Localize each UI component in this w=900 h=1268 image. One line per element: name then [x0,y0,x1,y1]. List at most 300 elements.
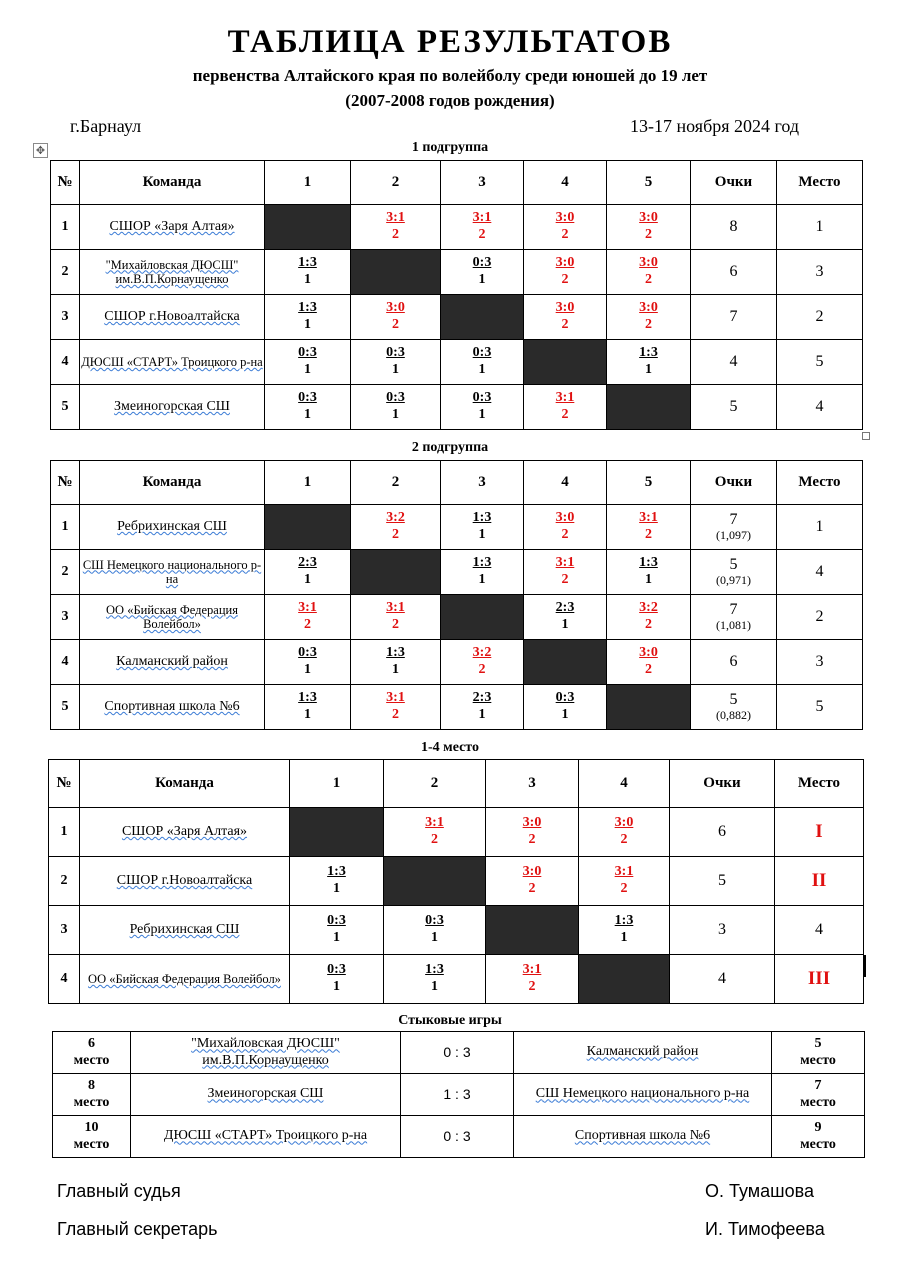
set-score: 0:3 [386,345,405,361]
team-name-text: Ребрихинская СШ [117,518,227,534]
team-name-text: Калманский район [116,653,228,669]
place-value: 5 [815,352,824,370]
place-cell [775,906,864,955]
right-place-number: 5 [814,1036,822,1052]
match-result [441,550,524,595]
points-cell [691,250,777,295]
match-points: 2 [391,527,399,542]
playoff-score: 0 : 3 [401,1032,514,1074]
match-points: 2 [644,272,652,287]
right-place-number: 7 [814,1078,822,1094]
points-cell [691,385,777,430]
match-score [639,210,658,244]
set-score: 0:3 [555,690,575,706]
right-team [514,1116,772,1158]
team-name-text: СШОР г.Новоалтайска [104,308,240,324]
points-value: 4 [729,352,738,370]
match-score [615,913,634,947]
match-score [298,345,317,379]
team-name-text: СШ Немецкого национального р-на [82,557,262,586]
match-score [298,300,317,334]
match-score [556,555,575,589]
match-points: 1 [303,272,311,287]
playoff-row [53,1116,865,1158]
match-result [290,955,384,1004]
col-header: 1 [265,161,351,205]
playoff-row [53,1032,865,1074]
match-points: 2 [620,832,628,847]
text-cursor [864,955,866,977]
match-result [441,685,524,730]
set-score: 3:0 [522,864,542,880]
match-result [524,385,607,430]
match-points: 2 [561,527,569,542]
playoffs-table [52,1031,865,1158]
team-name-text: ДЮСШ «СТАРТ» Троицкого р-на [81,354,263,369]
place-cell [777,340,863,385]
match-points: 2 [561,272,569,287]
set-score: 1:3 [639,555,658,571]
row-number: 2 [51,550,80,595]
points-cell [670,857,775,906]
match-points: 1 [478,362,486,377]
left-place-number: 10 [84,1120,99,1136]
match-points: 1 [303,407,311,422]
match-score [473,690,492,724]
self-cell [265,205,351,250]
place-value: III [807,968,831,990]
right-team-text: СШ Немецкого национального р-на [535,1086,750,1102]
points-cell [691,205,777,250]
match-result [384,808,486,857]
col-header: 2 [351,461,441,505]
match-points: 1 [478,572,486,587]
col-points-header: Очки [691,461,777,505]
col-header: 5 [607,161,691,205]
self-cell [265,505,351,550]
match-score [473,510,492,544]
match-score [639,510,658,544]
match-points: 2 [391,707,399,722]
match-points: 1 [332,930,340,945]
team-name [80,906,290,955]
set-score: 0:3 [472,390,492,406]
match-score [556,255,575,289]
match-score [473,210,492,244]
group1-table [50,160,863,430]
table-row [51,385,863,430]
place-value: 2 [815,607,824,625]
match-score [523,815,542,849]
match-result [351,340,441,385]
table-row [49,808,864,857]
team-name [80,550,265,595]
set-score: 1:3 [298,255,317,271]
col-header: 2 [351,161,441,205]
set-score: 3:0 [639,255,658,271]
match-score [556,390,575,424]
col-num-header: № [51,161,80,205]
place-cell [777,250,863,295]
group2-title: 2 подгруппа [411,440,489,455]
match-result [265,340,351,385]
match-points: 2 [644,527,652,542]
set-score: 3:2 [472,645,492,661]
match-points: 1 [478,407,486,422]
place-value: 3 [815,262,824,280]
secretary-label: Главный секретарь [57,1219,218,1239]
col-points-header: Очки [670,760,775,808]
match-result [607,640,691,685]
playoff-score: 1 : 3 [401,1074,514,1116]
points-cell [670,808,775,857]
table-row [51,205,863,250]
self-cell [607,385,691,430]
match-result [607,340,691,385]
match-result [579,906,670,955]
row-number: 3 [51,595,80,640]
team-name [80,857,290,906]
match-score [386,210,405,244]
final-table [48,759,864,1004]
set-score: 1:3 [298,300,317,316]
match-score [473,555,492,589]
match-result [524,550,607,595]
left-place [53,1074,131,1116]
match-result [524,205,607,250]
match-score [639,600,658,634]
set-score: 1:3 [472,555,492,571]
place-value: 4 [815,920,823,938]
right-place [772,1116,865,1158]
match-score [298,690,317,724]
table-row [51,250,863,295]
points-value: 6 [718,822,726,840]
header-row [51,461,863,505]
left-place [53,1116,131,1158]
match-result [351,505,441,550]
match-points: 1 [561,617,569,632]
points-value: 6 [729,262,738,280]
points-cell [691,340,777,385]
match-points: 2 [644,662,652,677]
set-score: 3:1 [298,600,317,616]
match-score [556,300,575,334]
match-points: 2 [644,617,652,632]
points-cell [691,295,777,340]
table-row [51,640,863,685]
match-score [615,864,634,898]
match-score [298,390,317,424]
points-value: 7 [729,600,738,618]
match-points: 1 [478,527,486,542]
city: г.Барнаул [70,116,142,136]
col-header: 4 [524,461,607,505]
self-cell [351,250,441,295]
match-score [386,300,405,334]
match-result [441,505,524,550]
col-num-header: № [51,461,80,505]
match-points: 2 [561,227,569,242]
match-result [486,857,579,906]
set-score: 0:3 [327,962,346,978]
set-score: 1:3 [472,510,492,526]
match-points: 2 [528,979,536,994]
team-name [80,640,265,685]
col-header: 4 [579,760,670,808]
match-score [473,255,492,289]
team-name-text: СШОР г.Новоалтайска [116,872,253,888]
team-name-text: СШОР «Заря Алтая» [121,823,248,839]
set-score: 0:3 [472,345,492,361]
team-name-text: ОО «Бийская Федерация Волейбол» [106,602,238,631]
match-result [351,295,441,340]
judge-name: О. Тумашова [705,1181,814,1201]
self-cell [441,595,524,640]
row-number: 5 [51,385,80,430]
match-points: 2 [644,227,652,242]
table-row [49,857,864,906]
right-team-text: Калманский район [586,1044,699,1060]
self-cell [441,295,524,340]
match-points: 1 [644,362,652,377]
set-score: 3:1 [425,815,444,831]
match-result [607,205,691,250]
col-place-header: Место [777,161,863,205]
final-title: 1-4 место [421,740,479,755]
team-name-text: Змеиногорская СШ [114,398,230,414]
match-score [473,390,492,424]
match-points: 2 [430,832,438,847]
left-place-number: 6 [88,1036,95,1052]
match-result [524,295,607,340]
place-value: 1 [815,517,824,535]
subtitle: первенства Алтайского края по волейболу среди юношей до 19 лет [192,66,708,85]
self-cell [351,550,441,595]
table-resize-handle[interactable] [862,432,870,440]
points-cell [670,906,775,955]
set-score: 0:3 [386,390,405,406]
col-team-header: Команда [80,461,265,505]
playoff-row [53,1074,865,1116]
set-score: 0:3 [327,913,346,929]
place-value: 4 [815,562,824,580]
points-ratio: (1,081) [716,618,751,633]
team-name [80,808,290,857]
match-points: 2 [478,227,486,242]
playoff-score: 0 : 3 [401,1116,514,1158]
match-result [524,250,607,295]
match-score [523,864,542,898]
match-score [639,345,658,379]
team-name [80,205,265,250]
match-result [579,857,670,906]
place-cell [777,550,863,595]
match-result [441,340,524,385]
match-score [386,345,405,379]
match-result [384,906,486,955]
col-header: 3 [486,760,579,808]
set-score: 1:3 [614,913,634,929]
col-num-header: № [49,760,80,808]
header-row [49,760,864,808]
points-cell [670,955,775,1004]
match-result [351,385,441,430]
event-dates: 13-17 ноября 2024 год [630,116,800,136]
left-place-number: 8 [88,1078,95,1094]
match-result [486,955,579,1004]
col-place-header: Место [775,760,864,808]
set-score: 2:3 [555,600,575,616]
points-value: 5 [718,871,726,889]
set-score: 3:1 [614,864,634,880]
left-place-label: место [73,1052,110,1068]
set-score: 3:0 [555,210,575,226]
row-number: 1 [51,205,80,250]
set-score: 3:1 [555,555,575,571]
points-cell [691,505,777,550]
match-result [441,640,524,685]
match-score [327,962,346,996]
match-points: 1 [478,272,486,287]
table-row [49,906,864,955]
set-score: 3:0 [555,510,575,526]
set-score: 3:1 [386,690,405,706]
right-team-text: Спортивная школа №6 [574,1128,711,1144]
set-score: 1:3 [639,345,658,361]
match-points: 1 [478,707,486,722]
table-row [51,340,863,385]
match-points: 1 [620,930,628,945]
place-cell [777,640,863,685]
team-name-text: СШОР «Заря Алтая» [109,218,235,234]
match-result [607,505,691,550]
place-cell [777,685,863,730]
place-cell [777,505,863,550]
match-points: 1 [561,707,569,722]
match-points: 1 [303,707,311,722]
left-team [131,1032,401,1074]
match-result [607,550,691,595]
row-number: 4 [49,955,80,1004]
match-score [298,600,317,634]
place-cell [775,808,864,857]
match-score [639,645,658,679]
set-score: 0:3 [425,913,444,929]
set-score: 3:1 [472,210,492,226]
page-title: ТАБЛИЦА РЕЗУЛЬТАТОВ [227,24,673,60]
judge-label: Главный судья [57,1181,181,1201]
match-points: 2 [303,617,311,632]
match-score [386,645,405,679]
match-score [473,345,492,379]
row-number: 5 [51,685,80,730]
secretary-name: И. Тимофеева [705,1219,825,1239]
set-score: 1:3 [425,962,444,978]
place-cell [775,955,864,1004]
points-ratio: (0,882) [716,708,751,723]
match-result [265,295,351,340]
team-name [80,295,265,340]
place-cell [777,205,863,250]
match-score [425,913,444,947]
match-result [265,685,351,730]
match-score [327,913,346,947]
right-place-label: место [800,1094,836,1110]
match-points: 2 [391,317,399,332]
points-value: 5 [729,397,738,415]
set-score: 1:3 [386,645,405,661]
row-number: 1 [49,808,80,857]
set-score: 0:3 [472,255,492,271]
self-cell [384,857,486,906]
place-value: 2 [815,307,824,325]
right-team [514,1074,772,1116]
match-result [524,685,607,730]
points-value: 5 [729,690,738,708]
match-result [265,595,351,640]
col-points-header: Очки [691,161,777,205]
row-number: 2 [49,857,80,906]
set-score: 3:2 [386,510,405,526]
place-cell [777,385,863,430]
match-score [386,690,405,724]
match-points: 1 [430,979,438,994]
match-points: 2 [478,662,486,677]
points-value: 7 [729,510,738,528]
match-result [265,385,351,430]
match-points: 1 [430,930,438,945]
set-score: 0:3 [298,645,317,661]
points-cell [691,550,777,595]
header-row [51,161,863,205]
right-team [514,1032,772,1074]
table-row [51,295,863,340]
col-header: 5 [607,461,691,505]
birth-years: (2007-2008 годов рождения) [345,91,555,110]
match-score [615,815,634,849]
team-name [80,340,265,385]
table-row [51,595,863,640]
match-result [384,955,486,1004]
points-value: 7 [729,307,738,325]
match-points: 1 [303,362,311,377]
self-cell [290,808,384,857]
set-score: 3:0 [639,210,658,226]
match-score [386,600,405,634]
match-score [425,962,444,996]
team-name [80,385,265,430]
right-place [772,1074,865,1116]
match-result [441,250,524,295]
table-row [49,955,864,1004]
match-result [607,595,691,640]
left-place-label: место [73,1136,110,1152]
place-value: 3 [815,652,824,670]
match-points: 2 [644,317,652,332]
table-move-handle-icon[interactable]: ✥ [33,143,48,158]
left-place-label: место [73,1094,110,1110]
right-place [772,1032,865,1074]
points-cell [691,640,777,685]
col-header: 1 [290,760,384,808]
set-score: 3:1 [522,962,542,978]
match-result [607,295,691,340]
set-score: 3:0 [386,300,405,316]
match-points: 1 [303,572,311,587]
right-place-label: место [800,1136,836,1152]
right-place-label: место [800,1052,836,1068]
